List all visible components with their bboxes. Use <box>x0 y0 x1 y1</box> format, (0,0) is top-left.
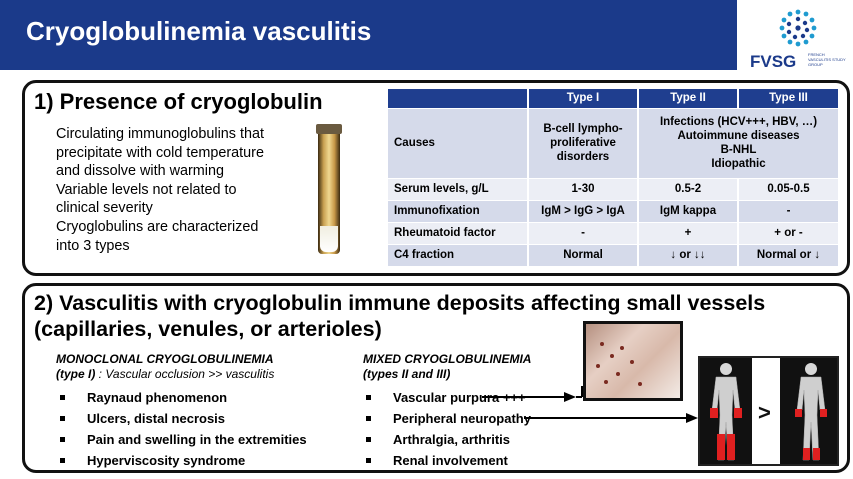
list-item-text: Hyperviscosity syndrome <box>87 453 246 468</box>
table-row <box>388 178 838 200</box>
row-label: Serum levels, g/L <box>388 178 528 200</box>
title-bar <box>0 0 737 70</box>
section1-intro <box>56 125 306 255</box>
list-item-text: Peripheral neuropathy <box>393 411 531 426</box>
list-item <box>60 408 307 429</box>
list-item-text: Raynaud phenomenon <box>87 390 228 405</box>
bullet-icon <box>366 458 371 463</box>
list-item <box>366 450 531 471</box>
purpura-spot <box>620 346 624 350</box>
mono-subtitle <box>56 367 274 381</box>
row-label: C4 fraction <box>388 244 528 266</box>
mono-subtitle-rest: : Vascular occlusion >> vasculitis <box>95 367 275 381</box>
list-item-text: Renal involvement <box>393 453 508 468</box>
causes-line: Autoimmune diseases <box>677 130 800 142</box>
test-tube-cap <box>316 124 342 134</box>
causes-line: Idiopathic <box>711 158 766 170</box>
row-label: Rheumatoid factor <box>388 222 528 244</box>
table-header-cell <box>388 89 528 108</box>
purpura-spot <box>610 354 614 358</box>
section1-heading: 1) Presence of cryoglobulin <box>34 89 323 114</box>
cryoglobulin-types-table <box>388 89 838 266</box>
nerve-distribution-diagram <box>698 356 839 466</box>
intro-line: Variable levels not related to <box>56 181 237 198</box>
logo-dots-icon <box>778 8 818 48</box>
purpura-spot <box>630 360 634 364</box>
intro-line: Circulating immunoglobulins that <box>56 126 264 142</box>
purpura-spot <box>600 342 604 346</box>
intro-line: clinical severity <box>56 200 153 217</box>
bullet-icon <box>366 395 371 400</box>
body-figure-left-icon <box>702 360 750 464</box>
table-cell: + or - <box>738 222 838 244</box>
table-cell: 0.5-2 <box>638 178 738 200</box>
table-header-cell: Type I <box>528 89 638 108</box>
table-cell: IgM > IgG > IgA <box>528 200 638 222</box>
logo-subtitle: FRENCH VASCULITIS STUDY GROUP <box>808 52 846 67</box>
table-row <box>388 244 838 266</box>
bullet-icon <box>366 437 371 442</box>
purpura-spot <box>596 364 600 368</box>
mixed-title: MIXED CRYOGLOBULINEMIA <box>363 352 532 366</box>
table-cell: ↓ or ↓↓ <box>638 244 738 266</box>
mixed-subtitle: (types II and III) <box>363 367 451 381</box>
purpura-spot <box>616 372 620 376</box>
table-cell: + <box>638 222 738 244</box>
logo-name: FVSG <box>750 52 797 71</box>
bullet-icon <box>60 395 65 400</box>
list-item-text: Pain and swelling in the extremities <box>87 432 307 447</box>
neuropathy-arrow-icon <box>520 410 700 426</box>
table-cell: Normal <box>528 244 638 266</box>
table-cell: Normal or ↓ <box>738 244 838 266</box>
mono-symptom-list <box>60 387 307 471</box>
bullet-icon <box>366 416 371 421</box>
list-item-text: Ulcers, distal necrosis <box>87 411 226 426</box>
intro-line: Cryoglobulins are characterized <box>56 218 259 235</box>
list-item-text: Vascular purpura +++ <box>393 390 526 405</box>
table-header-cell: Type II <box>638 89 738 108</box>
list-item <box>366 429 531 450</box>
section2-heading: 2) Vasculitis with cryoglobulin immune deposits affecting small vessels (capillaries, venules, or arterioles) <box>34 291 766 341</box>
test-tube-precipitate <box>320 226 338 252</box>
list-item <box>60 450 307 471</box>
intro-line: and dissolve with warming <box>56 163 224 180</box>
mono-title: MONOCLONAL CRYOGLOBULINEMIA <box>56 352 274 366</box>
bullet-icon <box>60 458 65 463</box>
table-cell: - <box>528 222 638 244</box>
causes-line: Infections (HCV+++, HBV, …) <box>659 116 818 128</box>
list-item-text: Arthralgia, arthritis <box>393 432 511 447</box>
causes-line: B-NHL <box>720 144 757 156</box>
list-item <box>60 429 307 450</box>
list-item <box>60 387 307 408</box>
body-figure-right-icon <box>786 360 836 464</box>
table-cell: 1-30 <box>528 178 638 200</box>
table-row <box>388 222 838 244</box>
purpura-spot <box>604 380 608 384</box>
table-row <box>388 108 838 178</box>
table-row <box>388 200 838 222</box>
mono-subtitle-bold: (type I) <box>56 367 96 381</box>
bullet-icon <box>60 437 65 442</box>
purpura-spot <box>638 382 642 386</box>
table-header-row <box>388 89 838 108</box>
intro-line: into 3 types <box>56 237 130 254</box>
comparison-symbol: > <box>758 400 771 425</box>
row-label: Immunofixation <box>388 200 528 222</box>
table-cell: IgM kappa <box>638 200 738 222</box>
table-cell: 0.05-0.5 <box>738 178 838 200</box>
fvsg-logo <box>742 4 850 70</box>
cell-causes-type1: B-cell lympho- proliferative disorders <box>528 108 638 178</box>
table-cell: - <box>738 200 838 222</box>
purpura-photo <box>583 321 683 401</box>
bullet-icon <box>60 416 65 421</box>
intro-line: precipitate with cold temperature <box>56 144 264 161</box>
row-label: Causes <box>388 108 528 178</box>
page-title: Cryoglobulinemia vasculitis <box>26 16 372 46</box>
cell-causes-type2-3 <box>638 108 838 178</box>
table-header-cell: Type III <box>738 89 838 108</box>
